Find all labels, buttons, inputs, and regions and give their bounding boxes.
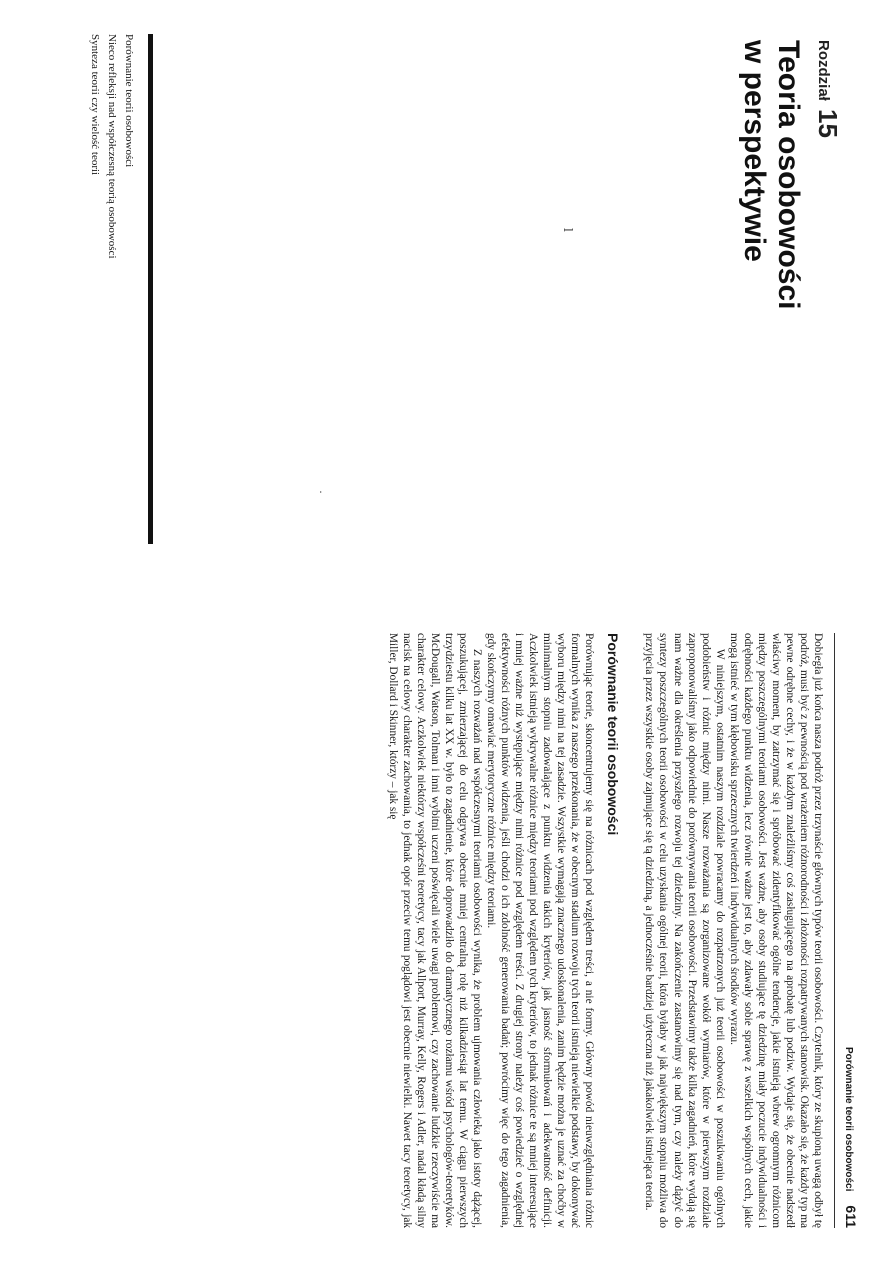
toc-item: Synteza teorii czy wielość teorii bbox=[89, 34, 101, 176]
body-paragraph: Porównując teorie, skoncentrujemy się na różnicach pod względem treści, a nie formy. Główny powód nieuwzględniania różnic formalnych wynika z naszego przekonania, że w obecnym stadium rozwoju tych teorii istnieją niewielkie podstawy, by dokonywać wyboru między nimi na tej zasadzie. Wszystkie wymagają znacznego udoskonalenia, zanim będzie można je uznać za choćby w minimalnym stopniu zadowalające z punktu widzenia takich kryteriów, jak jasność sformułowań i adekwatność definicji. Aczkolwiek istnieją wykrywalne różnice między teoriami pod względem tych kryteriów, to jednak różnice te są mniej interesujące i mniej ważne niż występujące między nimi różnice pod względem treści. Z drugiej strony należy coś powiedzieć o względnej efektywności różnych punktów widzenia, jeśli chodzi o ich zdolność generowania badań; powrócimy więc do tego zagadnienia, gdy skończymy omawiać merytoryczne różnice między teoriami. bbox=[485, 633, 596, 1228]
running-head bbox=[843, 633, 859, 1228]
page-number: 611 bbox=[843, 1205, 859, 1228]
toc-item: Nieco refleksji nad współczesną teorią osobowości bbox=[106, 34, 118, 259]
section-heading: Porównanie teorii osobowości bbox=[605, 633, 622, 836]
body-text-column bbox=[5, 633, 825, 1228]
chapter-title bbox=[737, 40, 805, 560]
toc-item: Porównanie teorii osobowości bbox=[123, 34, 135, 168]
chapter-title-line-2: w perspektywie bbox=[738, 40, 771, 262]
chapter-number: 15 bbox=[813, 109, 843, 138]
running-head-rule bbox=[834, 633, 835, 1228]
scan-speck: · bbox=[314, 490, 328, 494]
body-paragraph: W niniejszym, ostatnim naszym rozdziale powracamy do rozpatrzonych już teorii osobowości w poszukiwaniu ogólnych podobieństw i różnic między nimi. Nasze rozważania są zorganizowane wokół wymiarów, które w pierwszym rozdziale zaproponowaliśmy jako odpowiednie do porównywania teorii osobowości. Przedstawimy także kilka zagadnień, które wydają się nam ważne dla określenia przyszłego rozwoju tej dziedziny. Na zakończenie zastanowimy się nad tym, czy należy dążyć do syntezy poszczególnych teorii osobowości w celu uzyskania ogólnej teorii, która byłaby w jak największym stopniu możliwa do przyjęcia przez wszystkie osoby zajmujące się tą dziedziną, a jednocześnie bardziej użyteczna niż jakakolwiek istniejąca teoria. bbox=[643, 633, 726, 1228]
chapter-contents-list bbox=[86, 34, 137, 554]
scan-speck: ⅼ bbox=[561, 228, 575, 232]
toc-rule bbox=[148, 34, 153, 544]
running-head-title: Porównanie teorii osobowości bbox=[843, 1046, 854, 1192]
chapter-label-word: Rozdział bbox=[815, 40, 832, 101]
body-paragraph: Dobiegła już końca nasza podróż przez trzynaście głównych typów teorii osobowości. Czytelnik, który ze skupioną uwagą odbył tę podróż, musi być z pewnością pod wrażeniem różnorodności i złożoności rozpatrywanych stanowisk. Okazało się, że każdy typ ma pewne odrębne cechy, i że w każdym znaleźliśmy coś zasługującego na aprobatę lub podziw. Wydaje się, że obecnie nadszedł właściwy moment, by zatrzymać się i spróbować zidentyfikować ogólne tendencje, jakie istnieją wbrew ogromnym różnicom między poszczególnymi teoriami osobowości. Jest ważne, aby osoby studiujące tę dziedzinę miały poczucie indywidualności i odrębności każdego punktu widzenia, lecz równie ważne jest to, aby zdawały sobie sprawę z wszelkich wspólnych cech, jakie mogą istnieć w tym kłębowisku sprzecznych twierdzeń i indywidualnych środków wyrazu. bbox=[727, 633, 824, 1228]
chapter-title-line-1: Teoria osobowości bbox=[772, 40, 805, 310]
chapter-label bbox=[812, 40, 843, 138]
body-paragraph: Z naszych rozważań nad współczesnymi teoriami osobowości wynika, że problem ujmowania człowieka jako istoty dążącej, poszukującej, zmierzającej do celu odgrywa obecnie mniej centralną rolę niż kilkadziesiąt lat temu. W ciągu pierwszych trzydziestu kilku lat XX w. było to zagadnienie, które doprowadziło do dramatycznego rozłamu wśród psychologów-teoretyków. McDougall, Watson, Tolman i inni wybitni uczeni poświęcali wiele uwagi problemowi, czy zachowanie ludzkie rzeczywiście ma charakter celowy. Aczkolwiek niektórzy współcześni teoretycy, tacy jak Allport, Murray, Kelly, Rogers i Adler, nadal kładą silny nacisk na celowy charakter zachowania, to jednak opór przeciw temu poglądowi jest obecnie niewielki. Nawet tacy teoretycy, jak Miller, Dollard i Skinner, którzy – jak się bbox=[386, 633, 483, 1228]
